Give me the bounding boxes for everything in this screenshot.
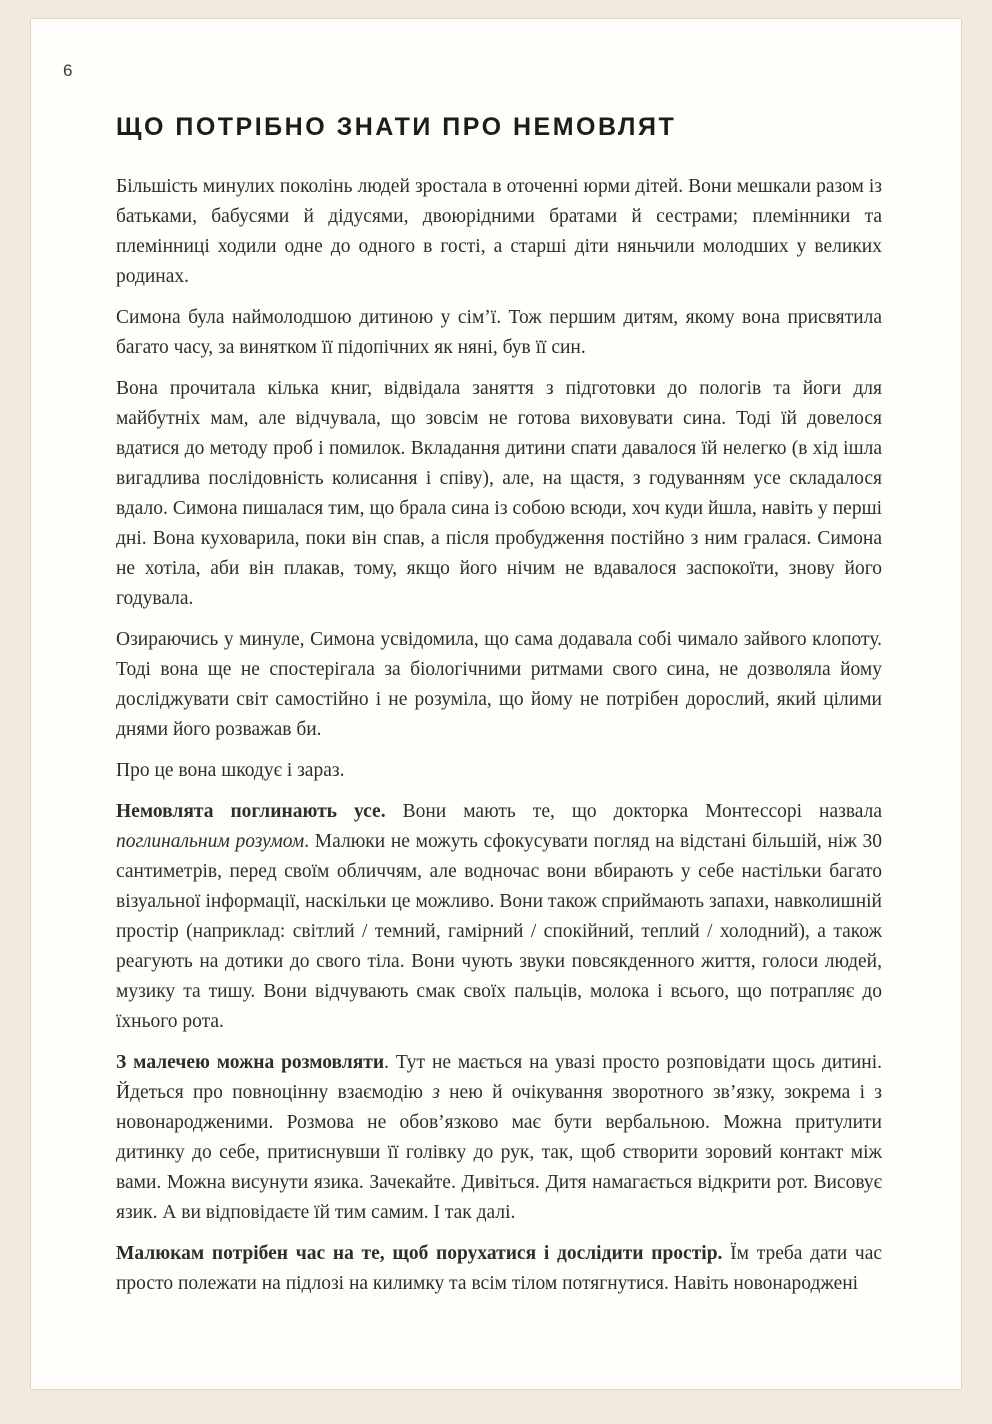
paragraph <box>116 303 882 363</box>
paragraph <box>116 172 882 292</box>
paragraph-lead-bold: Малюкам потрібен час на те, щоб порухатися і дослідити простір. <box>116 1243 723 1264</box>
paragraph-lead-bold: Немовлята поглинають усе. <box>116 801 386 822</box>
paragraph-text: нею й очікування зворотного зв’язку, зокрема і з новонародженими. Розмова не обов’язково має бути вербальною. Можна притулити дитинку до себе, притиснувши її голівку до рук, так, щоб створити зоровий контакт між вами. Можна висунути язика. Зачекайте. Дивіться. Дитя намагається відкрити рот. Висовує язик. А ви відповідаєте їй тим самим. І так далі. <box>116 1082 882 1223</box>
paragraph-text: . Малюки не можуть сфокусувати погляд на відстані більшій, ніж 30 сантиметрів, перед своїм обличчям, але водночас вони вбирають у себе настільки багато візуальної інформації, наскільки це можливо. Вони також сприймають запахи, навколишній простір (наприклад: світлий / темний, гамірний / спокійний, теплий / холодний), а також реагують на дотики до свого тіла. Вони чують звуки повсякденного життя, голоси людей, музику та тишу. Вони відчувають смак своїх пальців, молока і всього, що потрапляє до їхнього рота. <box>116 831 883 1032</box>
paragraph-lead-bold: З малечею можна розмовляти <box>116 1052 385 1073</box>
paragraph-emphasis: з <box>432 1082 440 1103</box>
paragraph-text: Їм треба дати час просто полежати на підлозі на килимку та всім тілом потягнутися. Навіть новонароджені <box>116 1243 882 1294</box>
paragraph <box>116 374 882 614</box>
paragraph-text: Вона прочитала кілька книг, відвідала заняття з підготовки до пологів та йоги для майбутніх мам, але відчувала, що зовсім не готова виховувати сина. Тоді їй довелося вдатися до методу проб і помилок. Вкладання дитини спати давалося їй нелегко (в хід ішла вигадлива послідовність колисання і співу), але, на щастя, з годуванням усе складалося вдало. Симона пишалася тим, що брала сина із собою всюди, хоч куди йшла, навіть у перші дні. Вона куховарила, поки він спав, а після пробудження постійно з ним гралася. Симона не хотіла, аби він плакав, тому, якщо його нічим не вдавалося заспокоїти, знову його годувала. <box>116 378 882 609</box>
paragraph-emphasis: поглинальним розумом <box>116 831 305 852</box>
paragraph <box>116 1048 882 1228</box>
page-number: 6 <box>63 61 73 80</box>
body-text <box>116 172 882 1299</box>
paragraph <box>116 625 882 745</box>
paragraph <box>116 797 882 1037</box>
chapter-title: ЩО ПОТРІБНО ЗНАТИ ПРО НЕМОВЛЯТ <box>116 113 677 141</box>
book-page <box>30 18 962 1390</box>
paragraph-text: Більшість минулих поколінь людей зростала в оточенні юрми дітей. Вони мешкали разом із батьками, бабусями й дідусями, двоюрідними братами й сестрами; племінники та племінниці ходили одне до одного в гості, а старші діти няньчили молодших у великих родинах. <box>116 176 882 287</box>
paragraph <box>116 1239 882 1299</box>
paragraph-text: Вони мають те, що докторка Монтессорі назвала <box>385 801 883 822</box>
paragraph-text: Озираючись у минуле, Симона усвідомила, що сама додавала собі чимало зайвого клопоту. Тоді вона ще не спостерігала за біологічними ритмами свого сина, не дозволяла йому досліджувати світ самостійно і не розуміла, що йому не потрібен дорослий, який цілими днями його розважав би. <box>116 629 882 740</box>
paragraph-text: . Тут не мається на увазі просто розповідати щось дитині. Йдеться про повноцінну взаємодію <box>116 1052 882 1103</box>
paragraph-text: Про це вона шкодує і зараз. <box>116 760 345 781</box>
paragraph <box>116 756 882 786</box>
paragraph-text: Симона була наймолодшою дитиною у сім’ї. Тож першим дитям, якому вона присвятила багато часу, за винятком її підопічних як няні, був її син. <box>116 307 882 358</box>
